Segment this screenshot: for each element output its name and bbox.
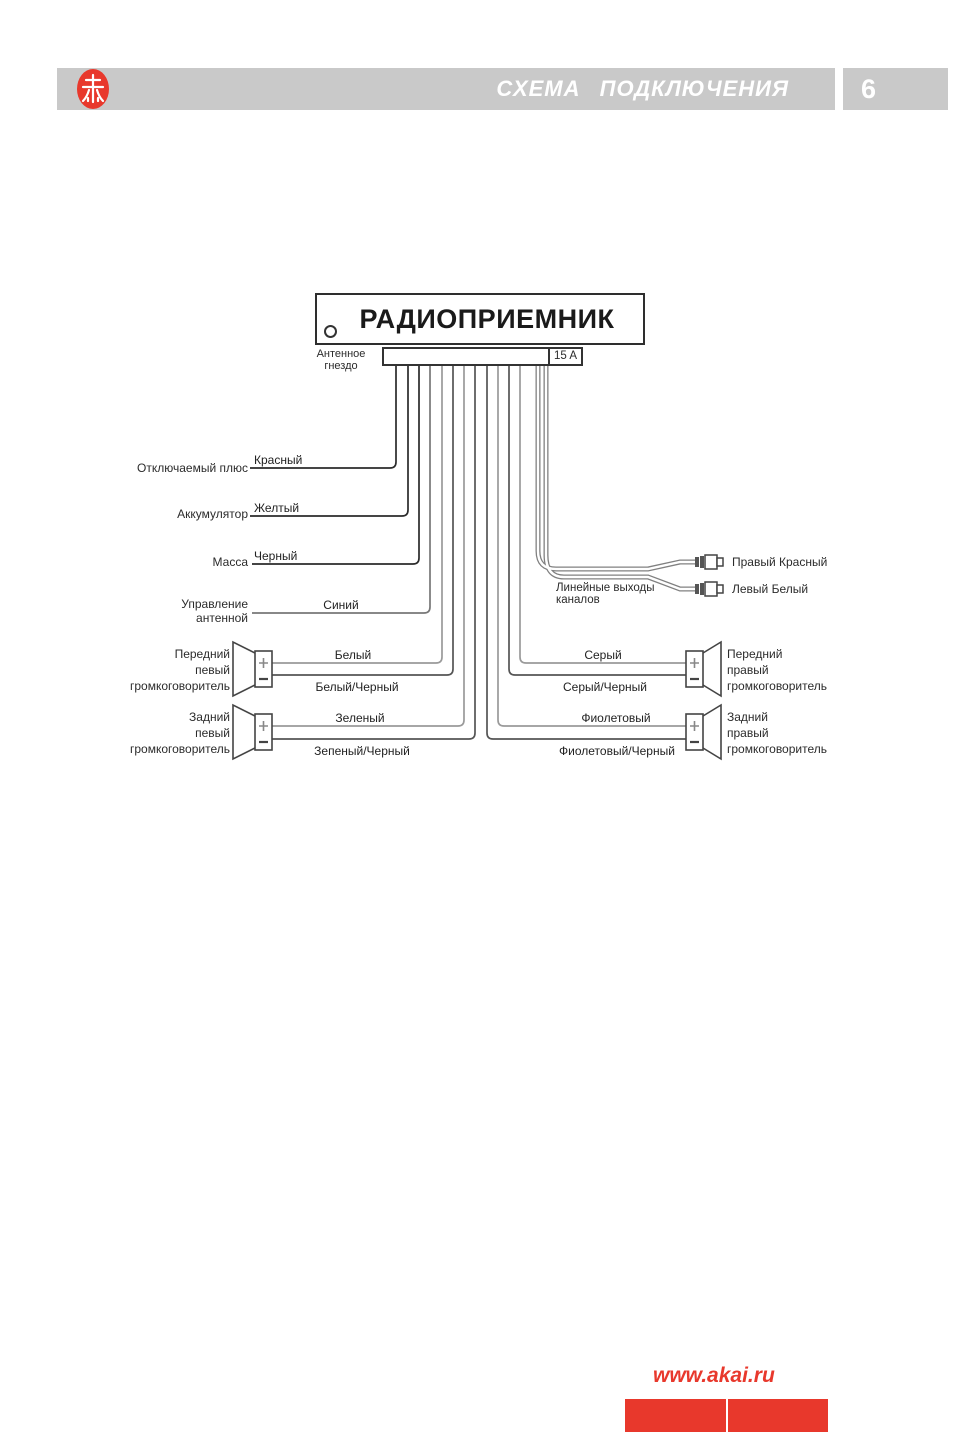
fuse-label: 15 A	[553, 350, 578, 362]
terminal-label-ground: Масса	[212, 555, 248, 569]
wire-label-violet: Фиолетовый	[581, 711, 651, 725]
wire-label-violet-black: Фиолетовый/Черный	[559, 744, 675, 758]
wire-label-white: Белый	[334, 648, 372, 662]
front-right-speaker-icon	[686, 642, 721, 696]
page-title: СХЕМА ПОДКЛЮЧЕНИЯ	[496, 76, 789, 101]
speaker-label-front-left: Передний певый громкоговоритель	[129, 647, 230, 693]
speaker-label-rear-right: Задний правый громкоговоритель	[727, 710, 828, 756]
rca-plug-right-icon	[695, 555, 723, 569]
footer-red-block-left	[625, 1399, 726, 1432]
lineout-cable-right	[538, 366, 697, 569]
rca-plug-left-icon	[695, 582, 723, 596]
rca-label-left-white: Левый Белый	[732, 582, 809, 596]
antenna-socket-label: Антенное гнездо	[316, 348, 366, 372]
wire-label-red: Красный	[254, 453, 303, 467]
wire-white-black	[272, 366, 453, 675]
front-left-speaker-icon	[233, 642, 272, 696]
wire-grey-black	[509, 366, 686, 675]
wire-violet	[498, 366, 686, 726]
wire-label-black: Черный	[254, 549, 298, 563]
rear-left-speaker-icon	[233, 705, 272, 759]
wire-label-grey-black: Серый/Черный	[563, 680, 647, 694]
wire-blue	[252, 366, 430, 613]
terminal-label-battery: Аккумулятор	[177, 507, 248, 521]
wire-grey	[520, 366, 686, 663]
website-link: www.akai.ru	[653, 1364, 775, 1387]
header-bar	[57, 68, 835, 110]
speaker-label-rear-left: Задний певый громкоговоритель	[129, 710, 230, 756]
radio-unit-box: РАДИОПРИЕМНИК	[315, 293, 645, 345]
wire-label-white-black: Белый/Черный	[315, 680, 399, 694]
footer-red-block-right	[728, 1399, 828, 1432]
wire-green	[272, 366, 464, 726]
lineout-label-line2: каналов	[556, 594, 600, 606]
terminal-label-switched-plus: Отключаемый плюс	[137, 461, 248, 475]
page-number: 6	[843, 68, 948, 110]
aka-character-icon	[77, 69, 109, 109]
wire-label-green: Зеленый	[335, 711, 385, 725]
wire-label-grey: Серый	[584, 648, 622, 662]
lineout-label-line1: Линейные выходы	[556, 582, 655, 594]
akai-logo-icon	[77, 69, 109, 109]
terminal-label-antenna-control: Управление антенной	[181, 597, 248, 625]
lineout-cable-left	[546, 366, 697, 589]
wire-yellow	[250, 366, 408, 516]
wire-label-blue: Синий	[323, 598, 359, 612]
speaker-label-front-right: Передний правый громкоговоритель	[727, 647, 828, 693]
wire-label-green-black: Зепеный/Черный	[314, 744, 410, 758]
wire-label-yellow: Желтый	[254, 501, 300, 515]
antenna-socket-icon	[324, 325, 337, 338]
rca-label-right-red: Правый Красный	[732, 555, 828, 569]
rear-right-speaker-icon	[686, 705, 721, 759]
